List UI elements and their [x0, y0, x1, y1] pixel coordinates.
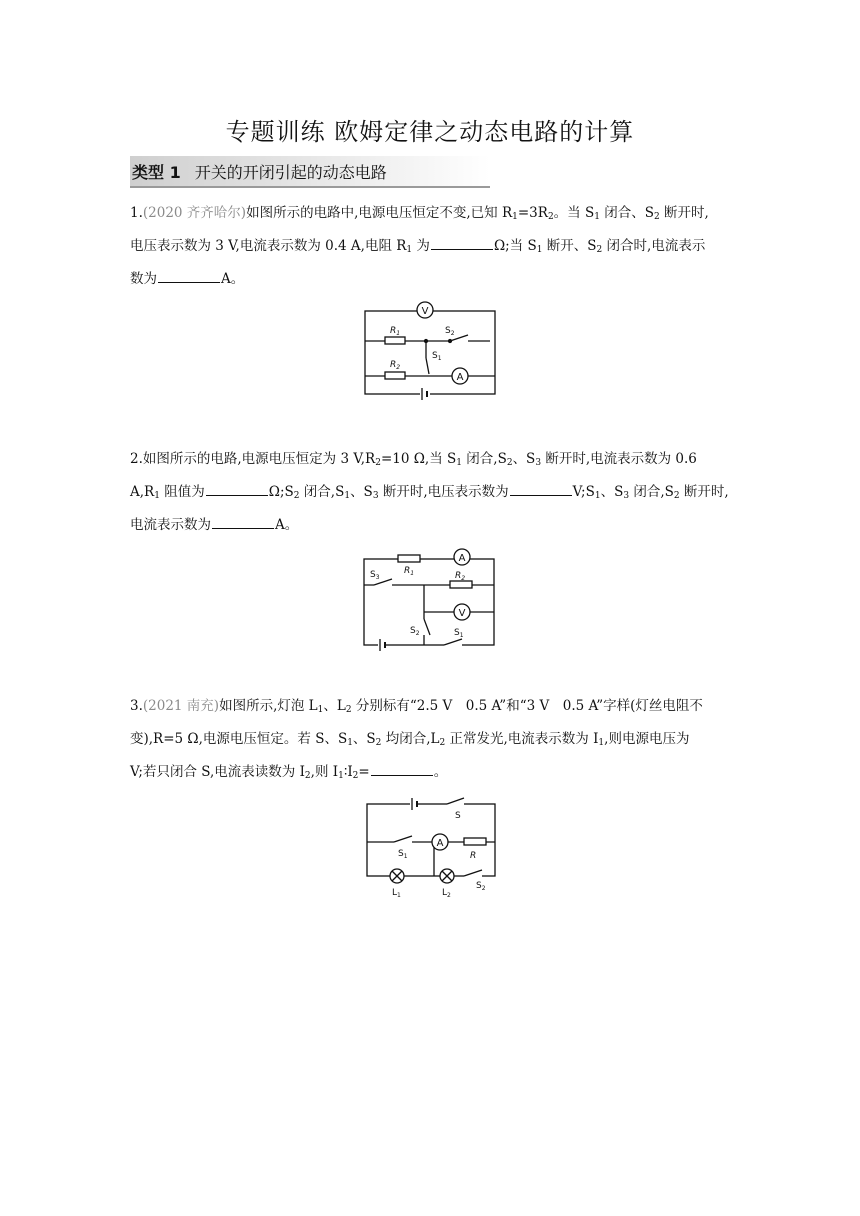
q3-line-2: 变),R=5 Ω,电源电压恒定。若 S、$S_1$、$S_2$ 均闭合$,L_2$ 正常发光,电流表示数为 $I_1$,则电源电压为: [130, 731, 690, 748]
section-heading: [132, 160, 387, 183]
svg-text:L2: $L_2$: [442, 888, 451, 899]
svg-text:S1: $S_1$: [432, 351, 442, 362]
svg-text:S1: $S_1$: [454, 628, 464, 639]
answer-blank[interactable]: [431, 235, 493, 250]
q1-line-2: 电压表示数为 3 V,电流表示数为 0.4 A,电阻 $R_1$ 为 Ω;当 $S_1$ 断开、$S_2$ 闭合时,电流表示: [130, 230, 730, 263]
q3-line-3: V;若只闭合 S,电流表读数为 $I_2$,则 $I_1∶I_2=$ 。: [130, 756, 730, 789]
svg-text:S: S: [455, 811, 461, 821]
answer-blank[interactable]: [510, 481, 572, 496]
page-title: 专题训练 欧姆定律之动态电路的计算: [225, 118, 635, 146]
svg-text:R1: $R_1$: [390, 326, 401, 337]
answer-blank[interactable]: [212, 514, 274, 529]
svg-text:L1: $L_1$: [392, 888, 401, 899]
q1-source: (2020 齐齐哈尔): [142, 205, 247, 221]
svg-text:S2: $S_2$: [410, 626, 420, 637]
question-1: [130, 197, 730, 296]
svg-text:R1: $R_1$: [404, 566, 415, 577]
ammeter-label: A: [458, 553, 466, 564]
svg-text:S3: $S_3$: [370, 570, 380, 581]
q2-line-3: 电流表示数为 A。: [130, 509, 730, 542]
q2-line-1: 2.如图所示的电路,电源电压恒定为 3 $V,R_2=10$ Ω,当 $S_1$ 闭合$,S_2$、$S_3$ 断开时,电流表示数为 0.6: [130, 451, 697, 468]
q1-line-3: 数为 A。: [130, 263, 730, 296]
svg-text:R2: $R_2$: [455, 571, 466, 582]
section-header: [130, 156, 490, 188]
q3-source: (2021 南充): [142, 698, 220, 714]
section-tag: 类型 1: [132, 163, 181, 182]
ammeter-label: A: [456, 372, 464, 383]
svg-text:R2: $R_2$: [390, 360, 401, 371]
section-title: 开关的开闭引起的动态电路: [194, 163, 387, 182]
answer-blank[interactable]: [371, 761, 433, 776]
q1-line-1: 1.(2020 齐齐哈尔)如图所示的电路中,电源电压恒定不变,已知 $R_1=3R_2$。当 $S_1$ 闭合、$S_2$ 断开时,: [130, 205, 709, 222]
svg-text:S1: $S_1$: [398, 849, 408, 860]
question-2: [130, 443, 730, 542]
q3-line-1: 3.(2021 南充)如图所示,灯泡 $L_1$、$L_2$ 分别标有“2.5 V 0.5 A”和“3 V 0.5 A”字样(灯丝电阻不: [130, 698, 703, 715]
svg-text:S2: $S_2$: [476, 881, 486, 892]
answer-blank[interactable]: [158, 268, 220, 283]
voltmeter-label: V: [421, 306, 429, 317]
q2-line-2: $A,R_1$ 阻值为 $\Omega;S_2$ 闭合$,S_1$、$S_3$ 断开时,电压表示数为 $V;S_1$、$S_3$ 闭合$,S_2$ 断开时,: [130, 476, 730, 509]
q2-circuit-figure: [352, 545, 508, 651]
svg-text:R: R: [470, 851, 477, 861]
question-3: [130, 690, 730, 789]
voltmeter-label: V: [458, 608, 466, 619]
answer-blank[interactable]: [206, 481, 268, 496]
q3-circuit-figure: [352, 792, 508, 900]
q1-circuit-figure: [350, 296, 510, 404]
ammeter-label: A: [436, 838, 444, 849]
svg-text:S2: $S_2$: [445, 326, 455, 337]
